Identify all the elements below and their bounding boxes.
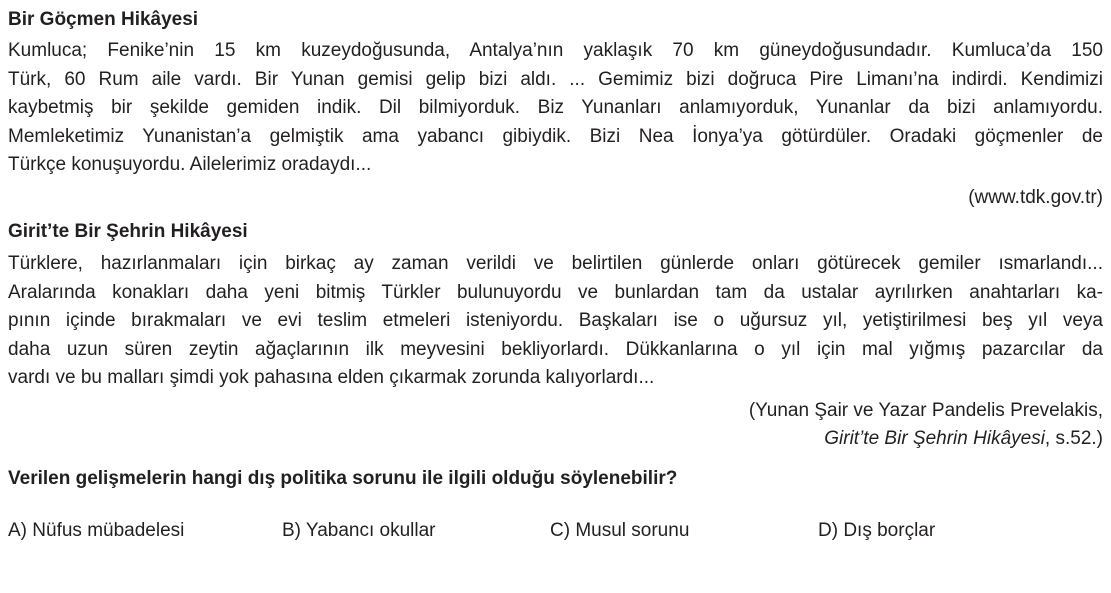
source-citation-author: (Yunan Şair ve Yazar Pandelis Prevelakis,	[748, 399, 1103, 421]
page-reference: , s.52.)	[1044, 427, 1103, 449]
source-citation: (www.tdk.gov.tr)	[968, 186, 1103, 208]
answer-options	[8, 517, 1103, 545]
text-line: Türklere, hazırlanmaları için birkaç ay zaman verildi ve belirtilen günlerde onları götürecek gemiler ısmarlandı...	[8, 252, 1103, 274]
book-title: Girit’te Bir Şehrin Hikâyesi	[824, 427, 1045, 449]
text-line: Türkçe konuşuyordu. Ailelerimiz oradaydı...	[8, 154, 372, 176]
text-line: Kumluca; Fenike’nin 15 km kuzeydoğusunda, Antalya’nın yaklaşık 70 km güneydoğusundadır. Kumluca’da 150	[8, 40, 1103, 61]
text-line: Memleketimiz Yunanistan’a gelmiştik ama yabancı gibiydik. Bizi Nea İonya’ya götürdüler. Oradaki göçmenler de	[8, 125, 1103, 147]
text-line: vardı ve bu malları şimdi yok pahasına elden çıkarmak zorunda kalıyorlardı...	[8, 367, 655, 389]
source-citation-book	[8, 425, 1103, 453]
text-line: Türk, 60 Rum aile vardı. Bir Yunan gemisi gelip bizi aldı. ... Gemimiz bizi doğruca Pire Limanı’na indirdi. Kendimizi	[8, 68, 1103, 90]
option-a[interactable]: A) Nüfus mübadelesi	[8, 519, 185, 541]
section-body	[8, 250, 1103, 393]
section-title: Girit’te Bir Şehrin Hikâyesi	[8, 220, 248, 242]
question-text: Verilen gelişmelerin hangi dış politika sorunu ile ilgili olduğu söylenebilir?	[8, 467, 678, 489]
section-migrant-story	[8, 8, 1103, 212]
option-b[interactable]: B) Yabancı okullar	[282, 519, 436, 541]
text-line: pının içinde bırakmaları ve evi teslim etmeleri isteniyordu. Başkaları ise o uğursuz yıl, yetiştirilmesi beş yıl veya	[8, 310, 1103, 332]
text-line: daha uzun süren zeytin ağaçlarının ilk meyvesini bekliyorlardı. Dükkanlarına o yıl için mal yığmış pazarcılar da	[8, 338, 1103, 360]
section-crete-story	[8, 220, 1103, 453]
section-body	[8, 37, 1103, 180]
section-title: Bir Göçmen Hikâyesi	[8, 9, 199, 30]
text-line: kaybetmiş bir şekilde gemiden indik. Dil bilmiyorduk. Biz Yunanları anlamıyorduk, Yunanlar da bizi anlamıyordu.	[8, 97, 1103, 119]
option-c[interactable]: C) Musul sorunu	[550, 519, 690, 541]
text-line: Aralarında konakları daha yeni bitmiş Türkler bulunuyordu ve bunlardan tam da ustalar ayrılırken anahtarları ka-	[8, 281, 1103, 303]
option-d[interactable]: D) Dış borçlar	[818, 519, 936, 541]
